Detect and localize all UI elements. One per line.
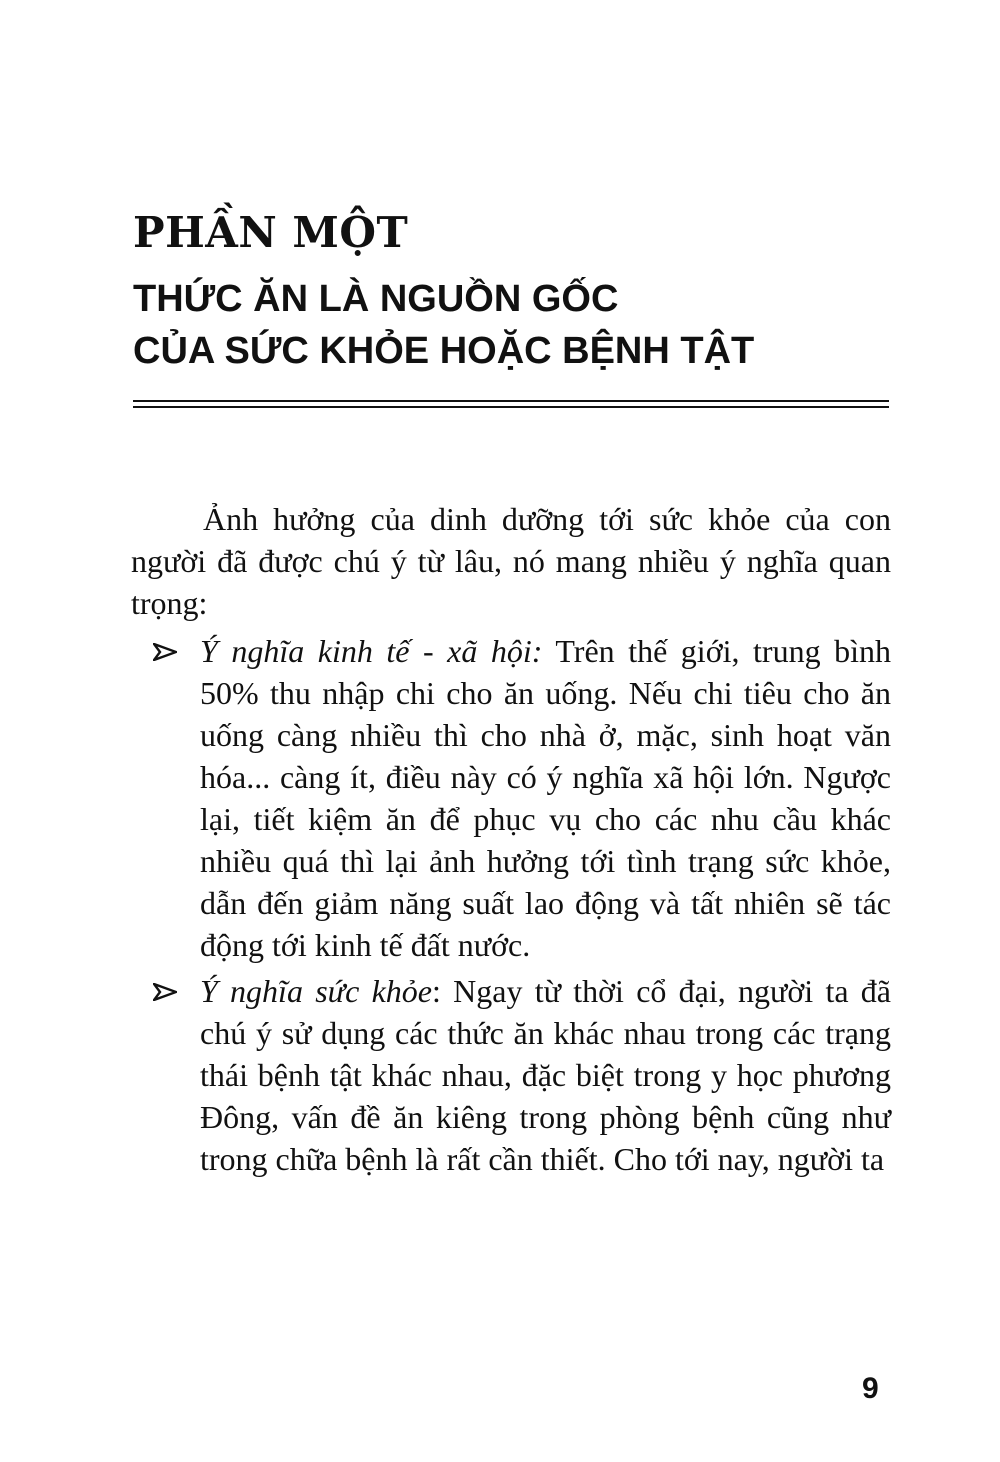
chapter-subtitle-line-1: THỨC ĂN LÀ NGUỒN GỐC: [133, 278, 619, 320]
page-number: 9: [862, 1372, 879, 1405]
bullet-list: [131, 630, 891, 1180]
bullet-item-health: [131, 970, 891, 1180]
bullet-text: Trên thế giới, trung bình 50% thu nhập chi cho ăn uống. Nếu chi tiêu cho ăn uống càng nhiều thì cho nhà ở, mặc, sinh hoạt văn hóa... càng ít, điều này có ý nghĩa xã hội lớn. Ngược lại, tiết kiệm ăn để phục vụ cho các nhu cầu khác nhiều quá thì lại ảnh hưởng tới tình trạng sức khỏe, dẫn đến giảm năng suất lao động và tất nhiên sẽ tác động tới kinh tế đất nước.: [200, 633, 892, 963]
bullet-term: Ý nghĩa kinh tế - xã hội:: [200, 633, 543, 669]
bullet-term: Ý nghĩa sức khỏe: [200, 973, 432, 1009]
part-title: PHẦN MỘT: [133, 208, 409, 257]
title-divider-top: [133, 400, 889, 402]
chapter-subtitle-line-2: CỦA SỨC KHỎE HOẶC BỆNH TẬT: [133, 330, 755, 372]
arrowhead-bullet-icon: [153, 983, 177, 1001]
title-divider-bottom: [133, 406, 889, 408]
bullet-item-economic-social: [131, 630, 891, 966]
body-text: [131, 498, 891, 1184]
bullet-text: : Ngay từ thời cổ đại, người ta đã chú ý sử dụng các thức ăn khác nhau trong các trạng thái bệnh tật khác nhau, đặc biệt trong y học phương Đông, vấn đề ăn kiêng trong phòng bệnh cũng như trong chữa bệnh là rất cần thiết. Cho tới nay, người ta: [200, 973, 892, 1177]
arrowhead-bullet-icon: [153, 643, 177, 661]
intro-paragraph: Ảnh hưởng của dinh dưỡng tới sức khỏe của con người đã được chú ý từ lâu, nó mang nhiều ý nghĩa quan trọng:: [131, 501, 891, 621]
